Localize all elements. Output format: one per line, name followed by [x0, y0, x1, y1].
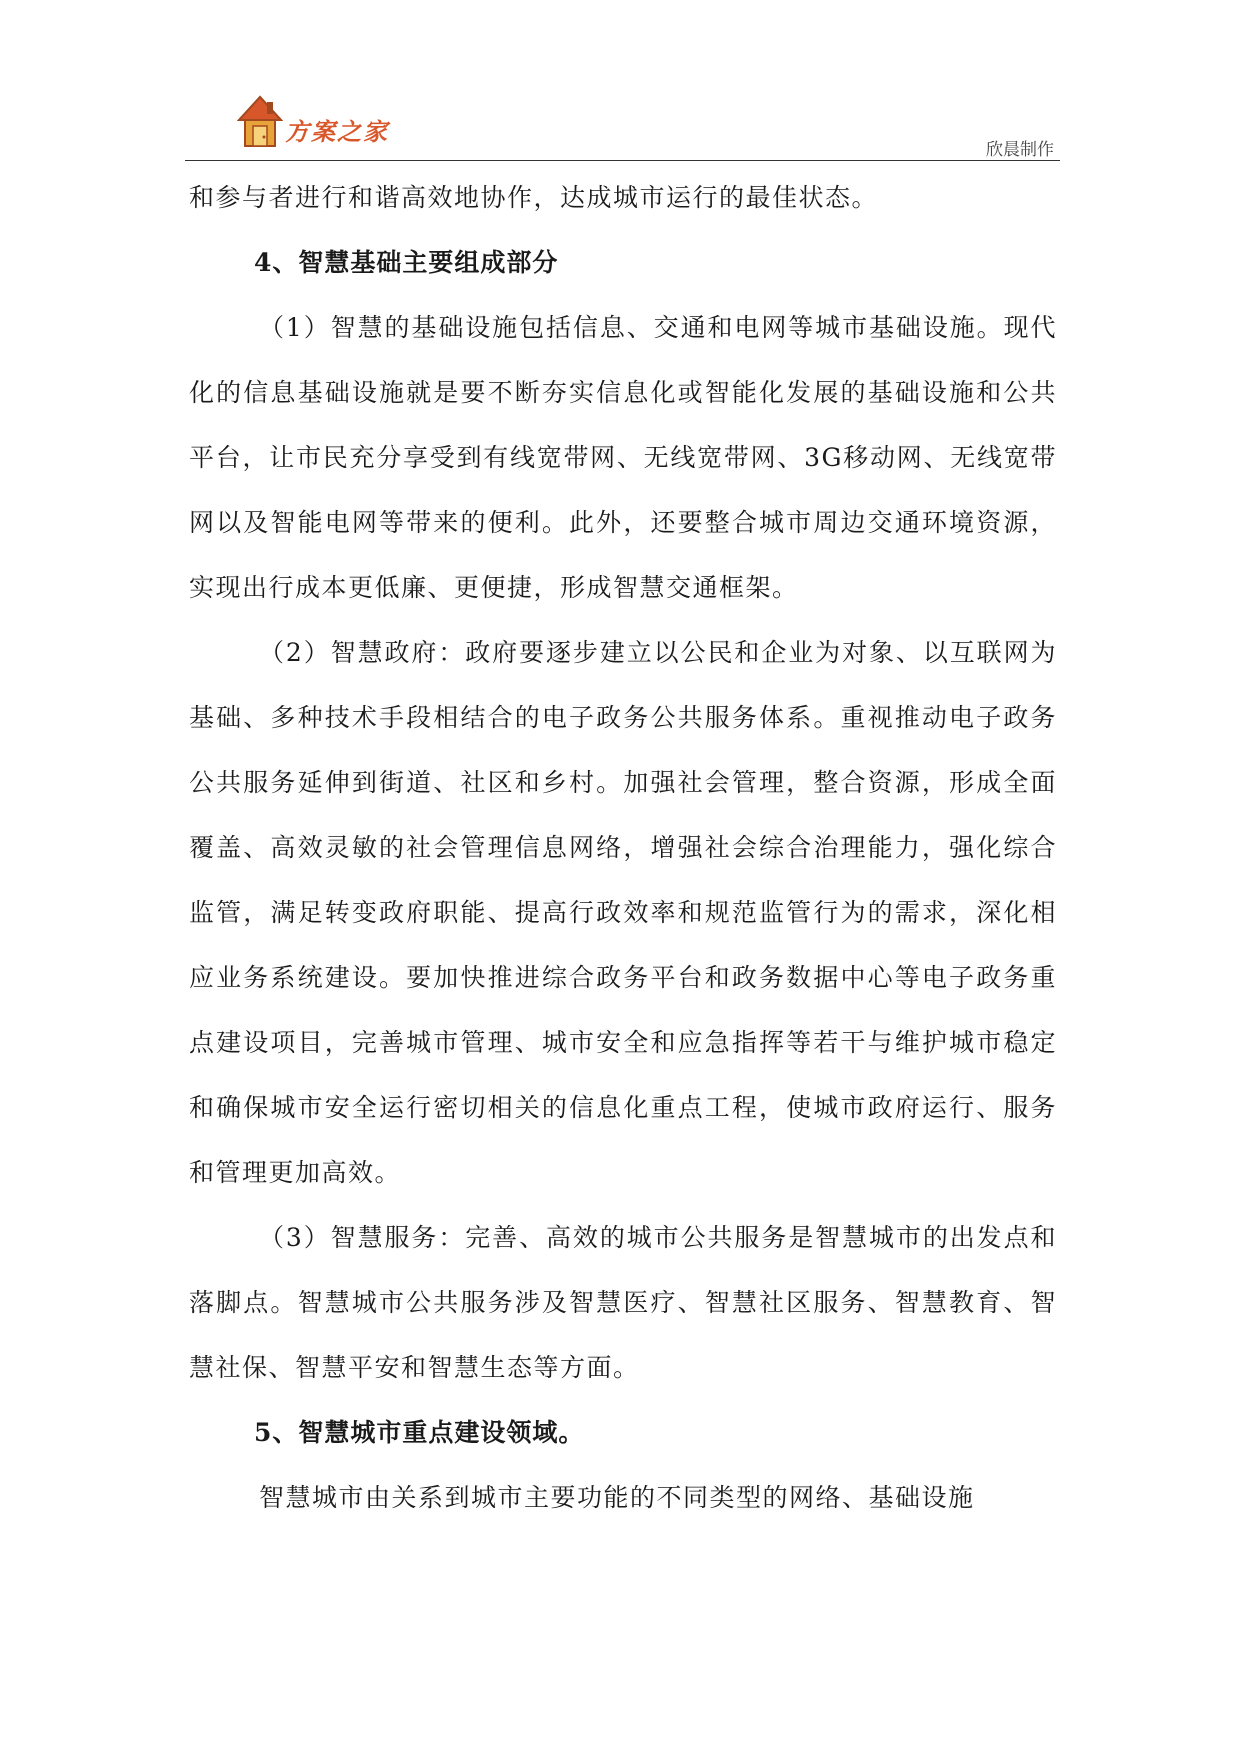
- page-header: [185, 88, 1060, 164]
- paragraph-infrastructure: （1）智慧的基础设施包括信息、交通和电网等城市基础设施。现代化的信息基础设施就是要不断夯实信息化或智能化发展的基础设施和公共平台，让市民充分享受到有线宽带网、无线宽带网、3G移动网、无线宽带网以及智能电网等带来的便利。此外，还要整合城市周边交通环境资源，实现出行成本更低廉、更便捷，形成智慧交通框架。: [189, 313, 1057, 602]
- paragraph-services: （3）智慧服务：完善、高效的城市公共服务是智慧城市的出发点和落脚点。智慧城市公共服务涉及智慧医疗、智慧社区服务、智慧教育、智慧社保、智慧平安和智慧生态等方面。: [189, 1223, 1057, 1382]
- logo: [237, 94, 397, 154]
- header-author: 欣晨制作: [986, 140, 1054, 160]
- header-divider: [185, 160, 1060, 161]
- section-heading-4: 4、智慧基础主要组成部分: [254, 248, 559, 277]
- paragraph-continuation: 和参与者进行和谐高效地协作，达成城市运行的最佳状态。: [189, 183, 879, 212]
- document-body: [189, 165, 1057, 1530]
- section-heading-5: 5、智慧城市重点建设领域。: [254, 1418, 585, 1447]
- house-icon: [237, 94, 283, 150]
- paragraph-government: （2）智慧政府：政府要逐步建立以公民和企业为对象、以互联网为基础、多种技术手段相结合的电子政务公共服务体系。重视推动电子政务公共服务延伸到街道、社区和乡村。加强社会管理，整合资源，形成全面覆盖、高效灵敏的社会管理信息网络，增强社会综合治理能力，强化综合监管，满足转变政府职能、提高行政效率和规范监管行为的需求，深化相应业务系统建设。要加快推进综合政务平台和政务数据中心等电子政务重点建设项目，完善城市管理、城市安全和应急指挥等若干与维护城市稳定和确保城市安全运行密切相关的信息化重点工程，使城市政府运行、服务和管理更加高效。: [189, 638, 1057, 1187]
- paragraph-key-areas: 智慧城市由关系到城市主要功能的不同类型的网络、基础设施: [259, 1483, 975, 1512]
- logo-text: 方案之家: [285, 117, 389, 146]
